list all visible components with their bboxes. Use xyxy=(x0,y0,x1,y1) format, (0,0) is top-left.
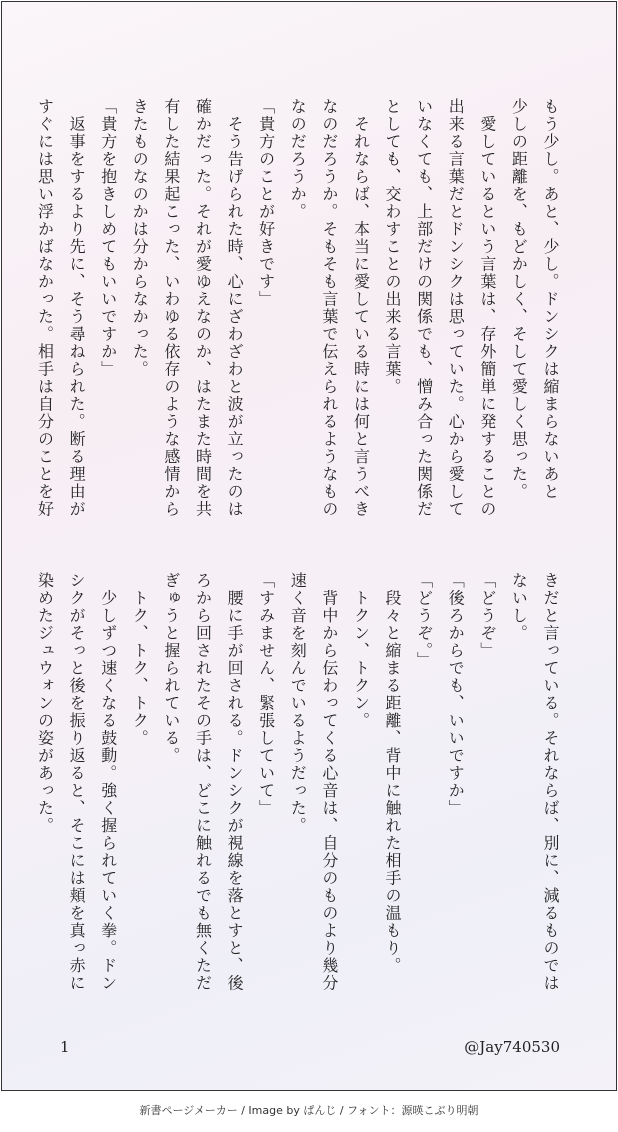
text-line: それならば、本当に愛している時には何と言うべき xyxy=(351,98,371,518)
text-line: なのだろうか。そもそも言葉で伝えられるようなもの xyxy=(319,98,339,518)
text-block-bottom xyxy=(29,572,566,992)
text-block-top xyxy=(29,98,566,538)
text-line: 返事をするより先に、そう尋ねられた。断る理由が xyxy=(67,98,87,518)
page-number: 1 xyxy=(60,1038,70,1056)
text-line: 「どうぞ。」 xyxy=(414,572,434,669)
text-line: いなくても、上部だけの関係でも、憎み合った関係だ xyxy=(414,98,434,518)
author-handle: @Jay740530 xyxy=(464,1038,560,1056)
text-line: 腰に手が回される。ドンシクが視線を落とすと、後 xyxy=(225,572,245,992)
text-line: 少しずつ速くなる鼓動。強く握られていく拳。ドン xyxy=(98,572,118,992)
text-line: すぐには思い浮かばなかった。相手は自分のことを好 xyxy=(35,98,55,518)
text-line: ないし。 xyxy=(509,572,529,642)
text-line: 「貴方のことが好きです」 xyxy=(256,98,276,308)
text-line: もう少し。あと、少し。ドンシクは縮まらないあと xyxy=(541,98,560,501)
text-line: 「すみません、緊張していて」 xyxy=(256,572,276,817)
text-line: 少しの距離を、もどかしく、そして愛しく思った。 xyxy=(509,98,529,501)
text-line: 段々と縮まる距離、背中に触れた相手の温もり。 xyxy=(383,572,403,975)
text-line: 有した結果起こった、いわゆる依存のような感情から xyxy=(161,98,181,518)
text-line: トク、トク、トク。 xyxy=(130,572,150,747)
text-line: 出来る言葉だとドンシクは思っていた。心から愛して xyxy=(446,98,466,518)
footer-credit: 新書ページメーカー / Image by ぱんじ / フォント：源暎こぶり明朝 xyxy=(139,1104,479,1117)
text-line: 愛しているという言葉は、存外簡単に発することの xyxy=(477,98,497,518)
text-line: トクン、トクン。 xyxy=(351,572,371,730)
text-line: 染めたジュウォンの姿があった。 xyxy=(35,572,55,835)
text-line: シクがそっと後を振り返ると、そこには頬を真っ赤に xyxy=(67,572,87,992)
text-line: 速く音を刻んでいるようだった。 xyxy=(288,572,308,835)
text-line: きだと言っている。それならば、別に、減るものでは xyxy=(541,572,560,992)
text-line: 「貴方を抱きしめてもいいですか」 xyxy=(98,98,118,378)
novel-page xyxy=(1,1,617,1091)
text-line: 背中から伝わってくる心音は、自分のものより幾分 xyxy=(319,572,339,992)
text-line: 「どうぞ」 xyxy=(477,572,497,660)
text-line: ろから回されたその手は、どこに触れるでも無くただ xyxy=(193,572,213,992)
text-line: としても、交わすことの出来る言葉。 xyxy=(383,98,403,396)
text-line: ぎゅうと握られている。 xyxy=(161,572,181,765)
text-line: 確かだった。それが愛ゆえなのか、はたまた時間を共 xyxy=(193,98,213,518)
text-line: きたものなのかは分からなかった。 xyxy=(130,98,150,378)
text-line: なのだろうか。 xyxy=(288,98,308,221)
text-line: 「後ろからでも、いいですか」 xyxy=(446,572,466,817)
text-line: そう告げられた時、心にざわざわと波が立ったのは xyxy=(225,98,245,518)
